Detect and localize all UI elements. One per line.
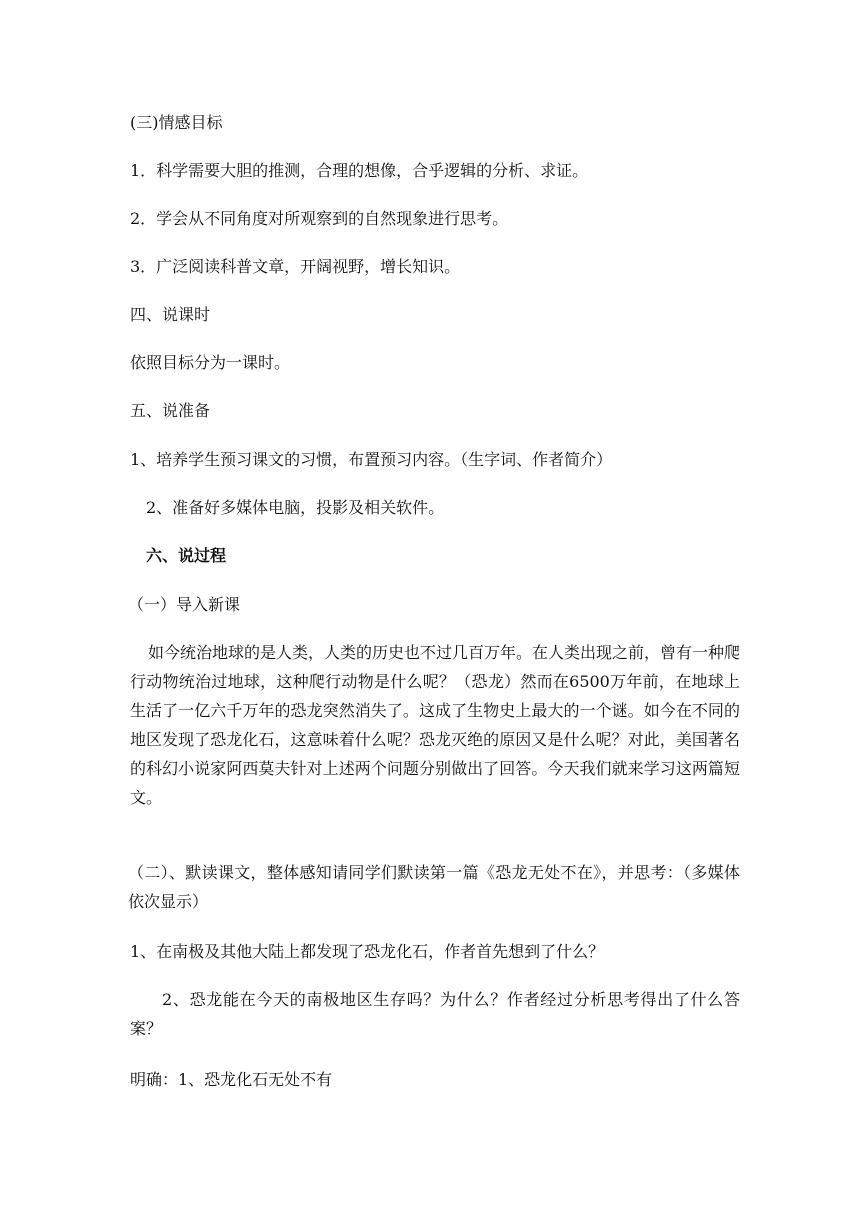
section5-item-1: 1、培养学生预习课文的习惯，布置预习内容。（生字词、作者简介）	[130, 450, 613, 469]
section6-heading: 六、说过程	[146, 546, 227, 565]
emotion-goal-heading: (三)情感目标	[130, 113, 223, 132]
emotion-goal-item-3: 3．广泛阅读科普文章，开阔视野，增长知识。	[130, 257, 461, 276]
emotion-goal-item-1: 1．科学需要大胆的推测，合理的想像，合乎逻辑的分析、求证。	[130, 161, 589, 180]
question-1: 1、在南极及其他大陆上都发现了恐龙化石，作者首先想到了什么？	[130, 942, 605, 961]
section5-item-2: 2、准备好多媒体电脑，投影及相关软件。	[146, 498, 445, 517]
sub1-heading: （一）导入新课	[128, 595, 241, 614]
emotion-goal-item-2: 2．学会从不同角度对所观察到的自然现象进行思考。	[130, 209, 509, 228]
section4-heading: 四、说课时	[130, 305, 211, 324]
section4-text: 依照目标分为一课时。	[130, 353, 291, 372]
question-2: 2、恐龙能在今天的南极地区生存吗？为什么？作者经过分析思考得出了什么答案？	[130, 990, 740, 1038]
section5-heading: 五、说准备	[130, 401, 211, 420]
sub2-paragraph: （二）、默读课文，整体感知请同学们默读第一篇《恐龙无处不在》，并思考：（多媒体依次显示）	[128, 863, 740, 911]
intro-paragraph: 如今统治地球的是人类，人类的历史也不过几百万年。在人类出现之前，曾有一种爬行动物统治过地球，这种爬行动物是什么呢？（恐龙）然而在6500万年前，在地球上生活了一亿六千万年的恐龙突然消失了。这成了生物史上最大的一个谜。如今在不同的地区发现了恐龙化石，这意味着什么呢？恐龙灭绝的原因又是什么呢？对此，美国著名的科幻小说家阿西莫夫针对上述两个问题分别做出了回答。今天我们就来学习这两篇短文。	[130, 643, 741, 807]
clarify-text: 明确：1、恐龙化石无处不有	[130, 1070, 333, 1089]
